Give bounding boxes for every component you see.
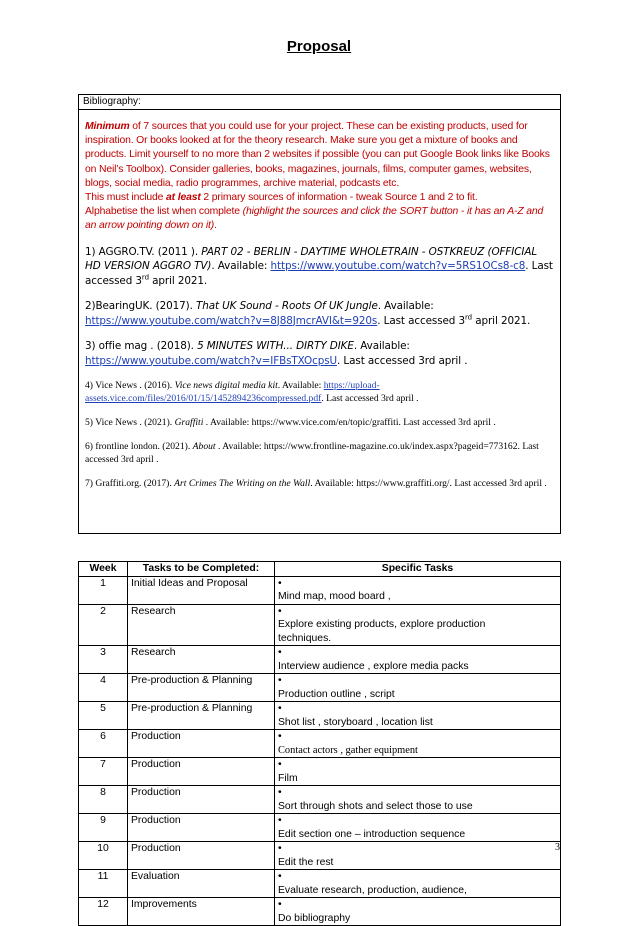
table-row <box>79 702 561 730</box>
week-cell: 5 <box>79 702 128 730</box>
spec-cell: •Mind map, mood board , <box>275 576 561 604</box>
spec-cell: •Edit section one – introduction sequence <box>275 814 561 842</box>
bib-entry-4-link[interactable]: https://upload-assets.vice.com/files/2016/01/15/1452894236compressed.pdf <box>85 380 380 405</box>
table-row <box>79 814 561 842</box>
spec-cell: •Edit the rest <box>275 842 561 870</box>
instr-text-3b: (highlight the sources and click the SORT button - it has an A-Z and an arrow pointing down on it) <box>85 206 544 232</box>
bullet-icon: • <box>278 731 282 742</box>
bibliography-header: Bibliography: <box>79 95 560 110</box>
table-row <box>79 674 561 702</box>
task-cell: Production <box>128 814 275 842</box>
week-cell: 12 <box>79 898 128 926</box>
bullet-icon: • <box>278 815 282 826</box>
bib-entry-3-link[interactable]: https://www.youtube.com/watch?v=IFBsTXOcpsU <box>85 354 338 367</box>
instr-atleast: at least <box>166 192 201 204</box>
spec-cell: •Evaluate research, production, audience, <box>275 870 561 898</box>
bullet-icon: • <box>278 871 282 882</box>
bib-entry-7: 7) Graffiti.org. (2017). Art Crimes The Writing on the Wall. Available: https://www.graffiti.org/. Last accessed 3rd april . <box>85 478 547 490</box>
schedule-table <box>78 561 561 926</box>
week-cell: 2 <box>79 604 128 646</box>
table-header-row <box>79 562 561 577</box>
table-row <box>79 576 561 604</box>
week-cell: 7 <box>79 758 128 786</box>
table-row <box>79 730 561 758</box>
bib-entry-6: 6) frontline london. (2021). About . Available: https://www.frontline-magazine.co.uk/index.aspx?pageid=773162. Last accessed 3rd april . <box>85 441 539 466</box>
bib-entry-2-link[interactable]: https://www.youtube.com/watch?v=8J88JmcrAVI&t=920s <box>85 314 378 327</box>
instr-text-3c: . <box>214 220 217 232</box>
bib-entry-5: 5) Vice News . (2021). Graffiti . Available: https://www.vice.com/en/topic/graffiti. Last accessed 3rd april . <box>85 417 496 429</box>
week-cell: 8 <box>79 786 128 814</box>
task-cell: Production <box>128 730 275 758</box>
table-row <box>79 786 561 814</box>
spec-cell: •Do bibliography <box>275 898 561 926</box>
bullet-icon: • <box>278 577 282 589</box>
task-cell: Evaluation <box>128 870 275 898</box>
bullet-icon: • <box>278 703 282 714</box>
bibliography-entries <box>79 245 560 491</box>
table-row <box>79 758 561 786</box>
task-cell: Pre-production & Planning <box>128 702 275 730</box>
header-specific: Specific Tasks <box>275 562 561 577</box>
instr-text-3a: Alphabetise the list when complete <box>85 206 243 218</box>
spec-cell: •Film <box>275 758 561 786</box>
bullet-icon: • <box>278 759 282 770</box>
task-cell: Pre-production & Planning <box>128 674 275 702</box>
bullet-icon: • <box>278 675 282 686</box>
spec-cell: •Sort through shots and select those to use <box>275 786 561 814</box>
page-title: Proposal <box>286 38 352 55</box>
week-cell: 3 <box>79 646 128 674</box>
task-cell: Initial Ideas and Proposal <box>128 576 275 604</box>
spec-cell: •Explore existing products, explore production techniques. <box>275 604 561 646</box>
bib-entry-1-link[interactable]: https://www.youtube.com/watch?v=5RS1OCs8-c8 <box>270 260 526 273</box>
bullet-icon: • <box>278 605 282 617</box>
week-cell: 6 <box>79 730 128 758</box>
page-number: 3 <box>555 842 560 853</box>
task-cell: Research <box>128 646 275 674</box>
task-cell: Production <box>128 758 275 786</box>
bib-entry-4: 4) Vice News . (2016). Vice news digital media kit. Available: https://upload-assets.vice.com/files/2016/01/15/1452894236compressed.pdf. Last accessed 3rd april . <box>85 380 419 405</box>
bibliography-instructions <box>79 110 560 234</box>
week-cell: 4 <box>79 674 128 702</box>
table-row <box>79 646 561 674</box>
header-week: Week <box>79 562 128 577</box>
task-cell: Improvements <box>128 898 275 926</box>
week-cell: 11 <box>79 870 128 898</box>
spec-cell: •Interview audience , explore media packs <box>275 646 561 674</box>
instr-text-2a: This must include <box>85 192 167 204</box>
bullet-icon: • <box>278 647 282 658</box>
bullet-icon: • <box>278 899 282 910</box>
bib-entry-3: 3) offie mag . (2018). 5 MINUTES WITH... DIRTY DIKE. Available: https://www.youtube.com/watch?v=IFBsTXOcpsU. Last accessed 3rd april . <box>85 340 468 367</box>
instr-text-1: of 7 sources that you could use for your project. These can be existing products, used for inspiration. Or books looked at for the theory research. Make sure you get a mixture of books and products. Limit yourself to no more than 2 websites if possible (you can put Google Book links like Books on Neil’s Toolbox). Consider galleries, books, magazines, journals, films, computer games, websites, blogs, social media, radio programmes, archive material, podcasts etc. <box>85 121 550 189</box>
spec-cell: •Shot list , storyboard , location list <box>275 702 561 730</box>
bullet-icon: • <box>278 787 282 798</box>
task-cell: Production <box>128 842 275 870</box>
spec-cell: •Production outline , script <box>275 674 561 702</box>
week-cell: 9 <box>79 814 128 842</box>
instr-minimum: Minimum <box>85 121 130 132</box>
table-row <box>79 842 561 870</box>
week-cell: 10 <box>79 842 128 870</box>
bib-entry-2: 2)BearingUK. (2017). That UK Sound - Roots Of UK Jungle. Available: https://www.youtube.com/watch?v=8J88JmcrAVI&t=920s. Last accessed 3rd april 2021. <box>85 300 531 327</box>
task-cell: Research <box>128 604 275 646</box>
table-row <box>79 870 561 898</box>
task-cell: Production <box>128 786 275 814</box>
bibliography-box <box>78 94 561 534</box>
week-cell: 1 <box>79 576 128 604</box>
bib-entry-1: 1) AGGRO.TV. (2011 ). PART 02 - BERLIN - DAYTIME WHOLETRAIN - OSTKREUZ (OFFICIAL HD VERSION AGGRO TV). Available: https://www.youtube.com/watch?v=5RS1OCs8-c8. Last accessed 3rd april 2021. <box>85 245 553 287</box>
table-row <box>79 604 561 646</box>
spec-cell: •Contact actors , gather equipment <box>275 730 561 758</box>
bullet-icon: • <box>278 843 282 854</box>
instr-text-2c: 2 primary sources of information - tweak Source 1 and 2 to fit. <box>200 192 478 204</box>
header-tasks: Tasks to be Completed: <box>128 562 275 577</box>
